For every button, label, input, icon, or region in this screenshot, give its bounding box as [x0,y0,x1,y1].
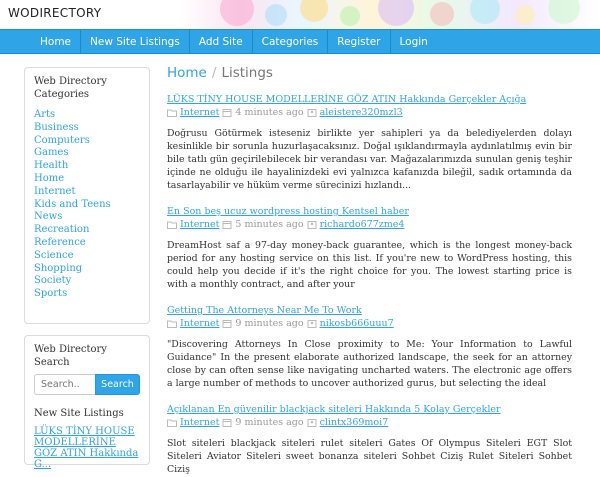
folder-icon [167,109,177,117]
listing-meta [167,219,572,231]
category-link-sports[interactable]: Sports [34,288,68,300]
category-link-home[interactable]: Home [34,172,65,184]
banner-flower-decoration [430,2,454,26]
category-link-arts[interactable]: Arts [34,109,56,120]
category-link-health[interactable]: Health [34,160,69,172]
listing-author[interactable]: clintx369moi7 [319,417,389,428]
listing-time: 5 minutes ago [235,219,304,230]
listing-meta [167,417,572,429]
new-listings-title: New Site Listings [34,408,124,419]
listing-time: 4 minutes ago [235,107,304,118]
listing-meta [167,107,572,119]
category-link-society[interactable]: Society [34,275,72,287]
search-title: Web Directory Search [34,344,107,368]
search-input[interactable] [34,374,95,395]
category-list [34,109,140,301]
listing-item [167,305,572,391]
banner-flower-decoration [265,4,287,26]
search-button[interactable]: Search [95,374,140,395]
calendar-icon [222,419,232,427]
category-link-science[interactable]: Science [34,249,74,261]
calendar-icon [222,221,232,229]
category-link-news[interactable]: News [34,211,63,223]
listing-time: 9 minutes ago [235,318,304,329]
user-icon [307,419,317,427]
user-icon [307,320,317,328]
category-link-recreation[interactable]: Recreation [34,224,90,236]
listing-category[interactable]: Internet [180,318,220,329]
calendar-icon [222,320,232,328]
sidebar [24,67,150,470]
user-icon [307,109,317,117]
listing-excerpt: Doğrusu Götürmek isteseniz birlikte yer sahipleri ya da belediyelerden dolayı kesinlikle bir sorunla huzurlaşacaksınız. Doğal ışıklandırmayla aydınlatılmış evin bir bile tatlı gün geçirilebilecek bir verandası var. Mağazalarımızda sunulan geniş teşhir içinde ne olduğu ile hayalinizdeki evi yalnızca kafanızda bileğil, sadık ortamında da tasarlayabilir ve hüküm verme sürecinizi hızlandı... [167,128,572,191]
listing-title[interactable]: Açıklanan En güvenilir blackjack siteleri Hakkında 5 Kolay Gerçekler [167,404,501,415]
nav-categories[interactable]: Categories [252,30,328,53]
listing-author[interactable]: nikosb666uuu7 [319,318,394,329]
calendar-icon [222,109,232,117]
listing-title[interactable]: En Son beş ucuz wordpress hosting Kentsel haber [167,206,409,217]
listing-title[interactable]: LÜKS TİNY HOUSE MODELLERİNE GÖZ ATIN Hakkında Gerçekler Açığa [167,94,527,105]
folder-icon [167,221,177,229]
listing-item [167,94,572,193]
banner-flower-decoration [548,0,580,24]
category-link-kids-and-teens[interactable]: Kids and Teens [34,198,111,210]
listing-author[interactable]: richardo677zme4 [319,219,405,230]
listing-category[interactable]: Internet [180,219,220,230]
banner-flower-decoration [300,0,328,22]
listing-excerpt: DreamHost saf a 97-day money-back guarantee, which is the longest money-back period for any hosting service on this list. If you're new to WordPress hosting, this could help you decide if it's the right choice for you. The lowest starting price is with a monthly contract, and after your [167,240,572,290]
listing-category[interactable]: Internet [180,417,220,428]
main-content [167,65,572,475]
nav-add-site[interactable]: Add Site [189,30,252,53]
banner-flower-decoration [340,6,360,26]
banner-flower-decoration [378,0,414,26]
header-banner [0,0,600,29]
breadcrumb-home[interactable]: Home [167,65,207,81]
category-link-games[interactable]: Games [34,147,69,159]
nav-login[interactable]: Login [390,30,437,53]
listing-excerpt: Slot siteleri blackjack siteleri rulet siteleri Gates Of Olympus Siteleri EGT Slot Siteleri Aviator Siteleri sweet bonanza siteleri Sohbet Ciziş Rulet Siteleri Sohbet Ciziş [167,438,572,475]
breadcrumb [167,65,572,85]
user-icon [307,221,317,229]
search-panel [24,335,150,470]
folder-icon [167,320,177,328]
listing-meta [167,318,572,330]
banner-flower-decoration [220,0,254,26]
banner-flower-decoration [470,0,500,24]
search-form [34,374,140,395]
listing-author[interactable]: aleistere320mzl3 [319,107,403,118]
site-name[interactable]: WODIRECTORY [8,6,102,20]
listing-category[interactable]: Internet [180,107,220,118]
categories-title: Web Directory Categories [34,76,107,100]
listing-excerpt: "Discovering Attorneys In Close proximity to Me: Your Information to Lawful Guidance" In the present elaborate authorized landscape, the seek for an attorney close by can often sense like navigating uncharted waters. The electronic age offers a large number of methods to uncover authorized gurus, but selecting the ideal [167,339,572,389]
folder-icon [167,419,177,427]
category-link-reference[interactable]: Reference [34,236,86,248]
breadcrumb-separator: / [211,65,217,81]
listing-title[interactable]: Getting The Attorneys Near Me To Work [167,305,362,316]
listing-time: 9 minutes ago [235,417,304,428]
banner-flower-decoration [515,5,535,25]
nav-register[interactable]: Register [327,30,389,53]
nav-home[interactable]: Home [40,35,72,48]
breadcrumb-current: Listings [221,65,273,81]
category-link-shopping[interactable]: Shopping [34,262,83,274]
category-link-computers[interactable]: Computers [34,134,90,146]
listing-item [167,206,572,292]
main-navbar [0,29,600,54]
new-listing-link[interactable]: LÜKS TİNY HOUSE MODELLERİNE GÖZ ATIN Hakkında G... [34,426,139,470]
nav-new-site-listings[interactable]: New Site Listings [80,30,189,53]
category-link-internet[interactable]: Internet [34,185,76,197]
categories-panel [24,67,150,324]
listing-item [167,404,572,475]
category-link-business[interactable]: Business [34,121,79,133]
